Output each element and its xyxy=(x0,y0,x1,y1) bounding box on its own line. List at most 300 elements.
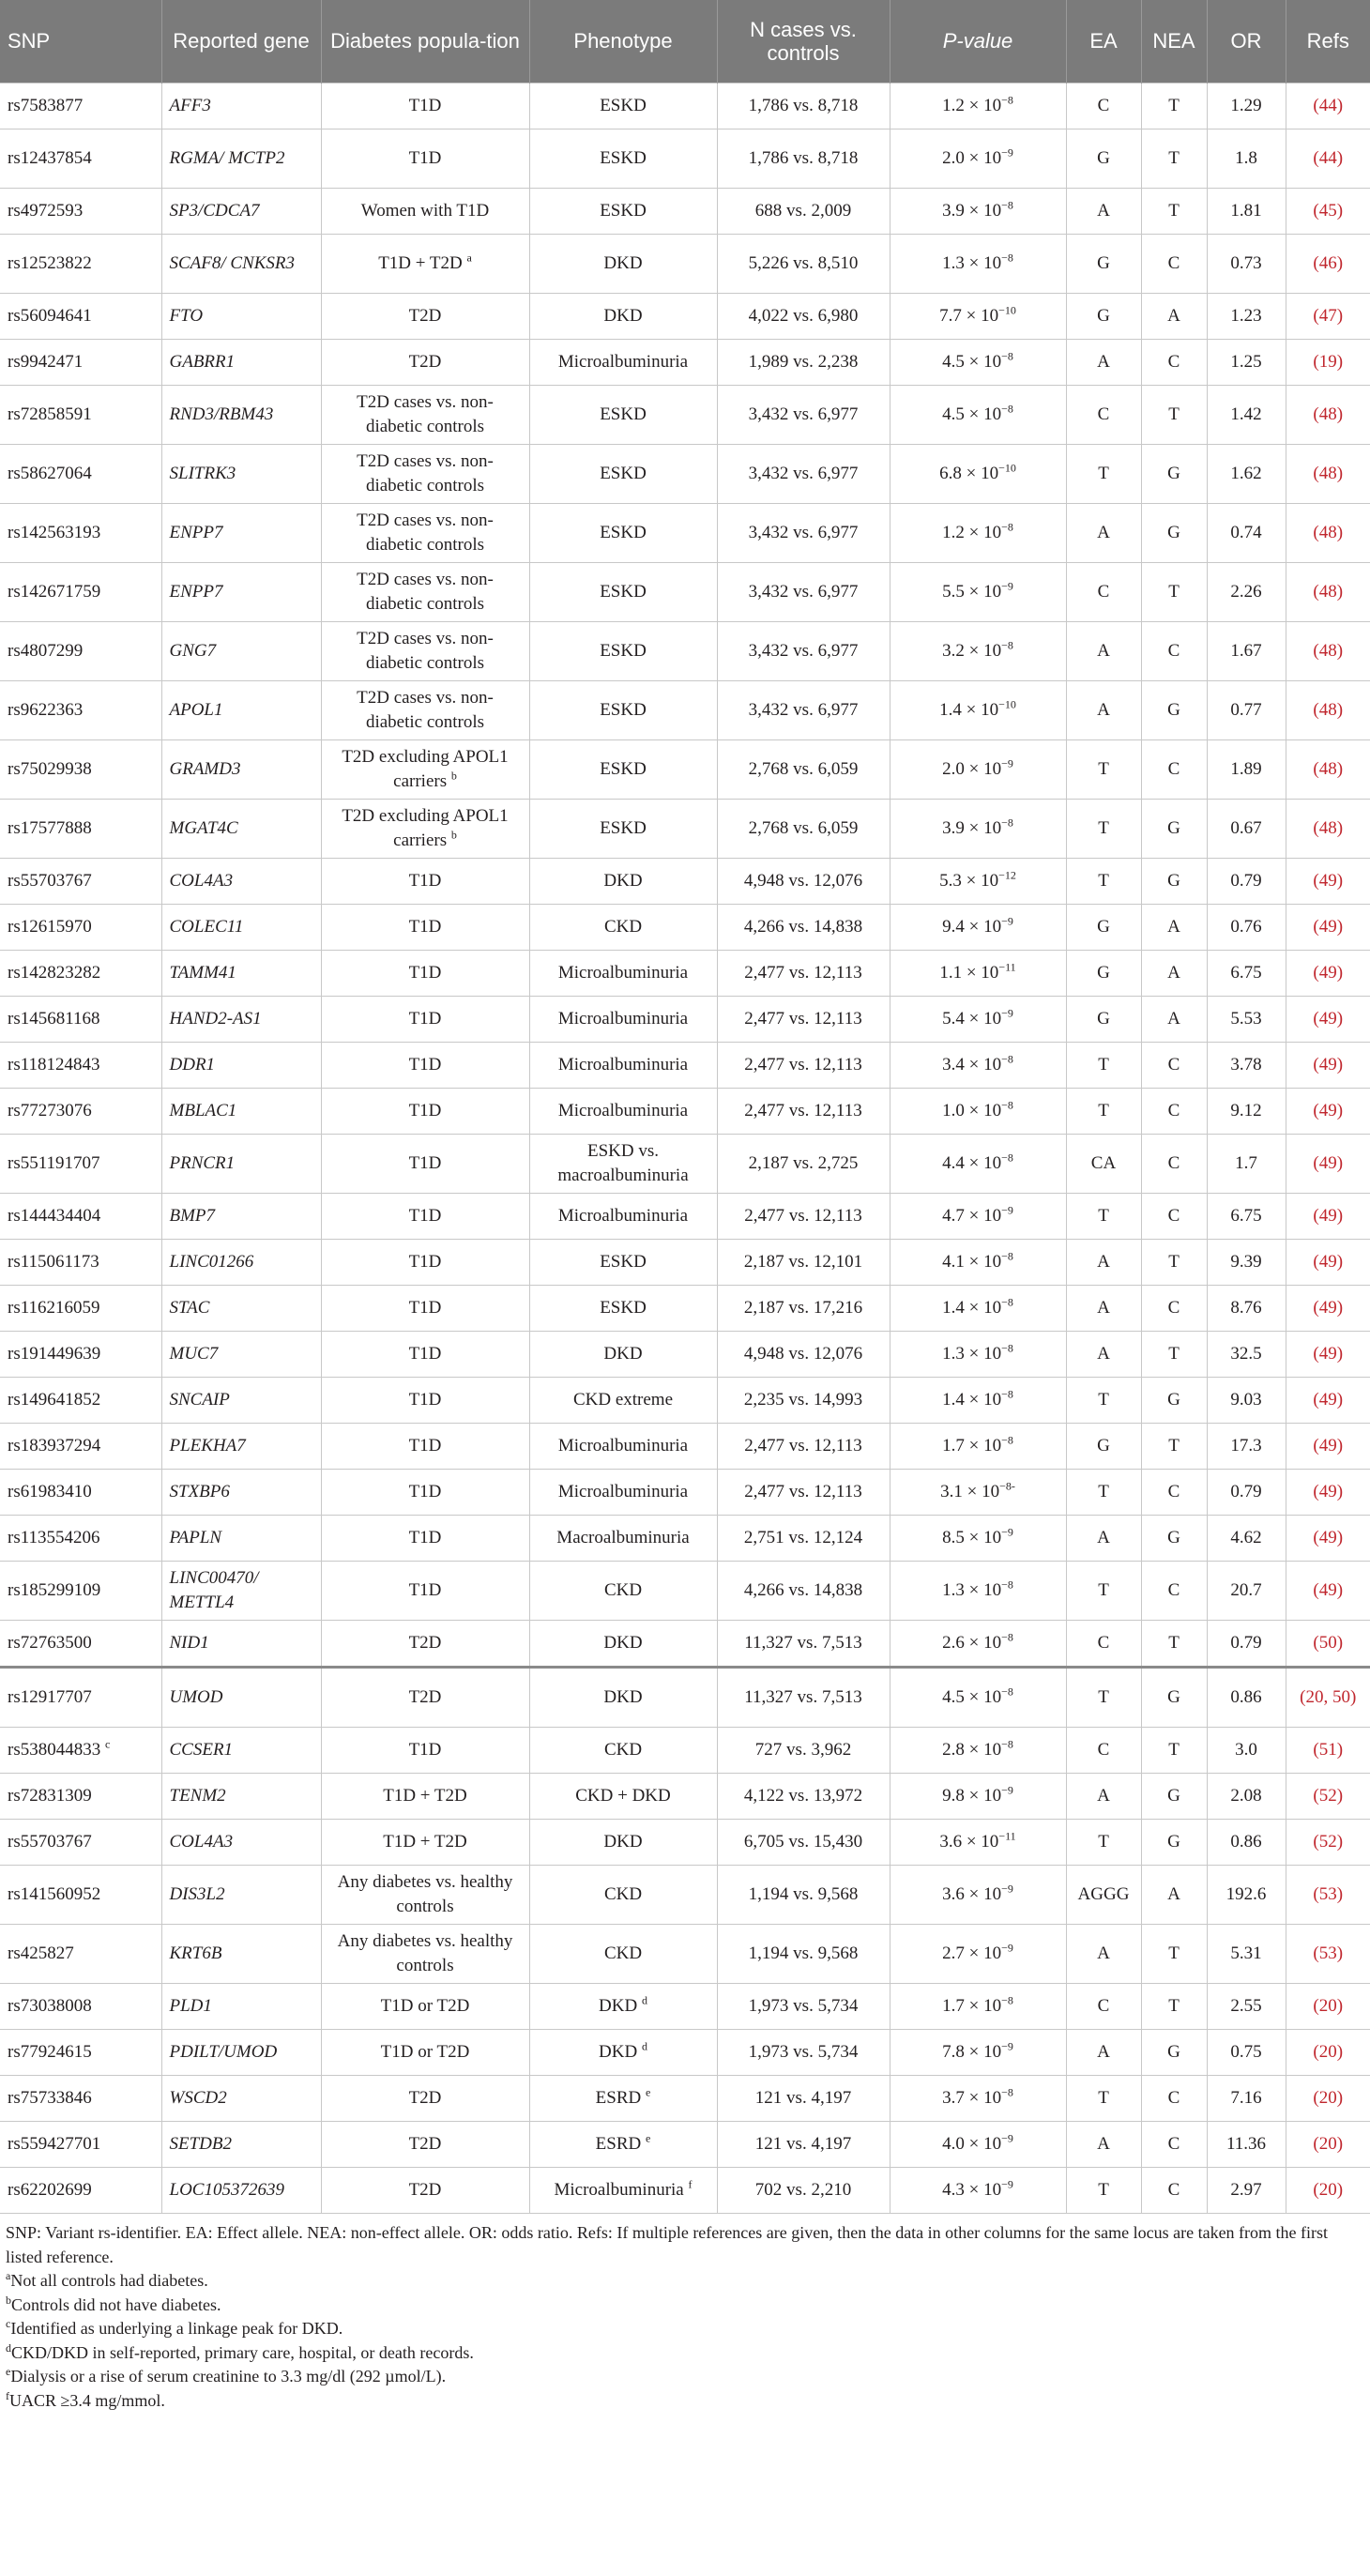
cell-nea-text: T xyxy=(1168,404,1180,425)
cell-pvalue: $3.2 \times 10^{-8}$ xyxy=(890,622,1066,681)
cell-snp-text: rs75733846 xyxy=(8,2088,92,2109)
cell-or xyxy=(1207,340,1286,386)
cell-snp xyxy=(0,740,161,800)
cell-phenotype-text: DKD xyxy=(599,2042,638,2063)
cell-nea-text: C xyxy=(1167,1153,1180,1174)
cell-n-text: 2,477 vs. 12,113 xyxy=(744,1482,862,1502)
footnote-mark: e xyxy=(6,2365,11,2379)
cell-or-text: 2.08 xyxy=(1230,1786,1262,1806)
cell-snp-text: rs4807299 xyxy=(8,641,84,662)
cell-nea xyxy=(1141,130,1207,189)
cell-pvalue: $3.6 \times 10^{-11}$ xyxy=(890,1820,1066,1866)
cell-nea xyxy=(1141,563,1207,622)
cell-gene xyxy=(161,445,321,504)
cell-ea-text: C xyxy=(1097,1740,1110,1761)
cell-population xyxy=(321,563,529,622)
cell-nea-text: G xyxy=(1167,818,1180,839)
cell-nea-text: C xyxy=(1167,352,1180,373)
cell-population-text: T2D xyxy=(408,352,442,373)
cell-ea xyxy=(1066,294,1141,340)
cell-snp xyxy=(0,386,161,445)
cell-population xyxy=(321,1774,529,1820)
cell-snp-text: rs58627064 xyxy=(8,464,92,484)
cell-snp-text: rs56094641 xyxy=(8,306,92,327)
cell-nea-text: A xyxy=(1167,963,1180,983)
cell-phenotype xyxy=(529,1774,717,1820)
cell-phenotype-text: Macroalbuminuria xyxy=(556,1528,690,1548)
cell-gene-text: RGMA/ MCTP2 xyxy=(169,148,285,169)
cell-phenotype xyxy=(529,504,717,563)
cell-phenotype xyxy=(529,1286,717,1332)
cell-nea-text: C xyxy=(1167,759,1180,780)
cell-population xyxy=(321,1984,529,2030)
cell-population-text: T1D xyxy=(408,963,442,983)
cell-refs-text: (44) xyxy=(1313,148,1344,169)
footnote xyxy=(6,2294,1364,2318)
cell-nea xyxy=(1141,294,1207,340)
cell-population-text: T2D cases vs. non-diabetic controls xyxy=(357,511,494,555)
cell-nea xyxy=(1141,1984,1207,2030)
cell-snp xyxy=(0,294,161,340)
cell-gene-text: PDILT/UMOD xyxy=(169,2042,278,2063)
cell-nea-text: G xyxy=(1167,871,1180,892)
cell-ea xyxy=(1066,1332,1141,1378)
cell-or xyxy=(1207,1728,1286,1774)
cell-or xyxy=(1207,563,1286,622)
cell-ea xyxy=(1066,1820,1141,1866)
cell-gene xyxy=(161,386,321,445)
cell-phenotype-text: Microalbuminuria xyxy=(557,1101,689,1121)
cell-refs-text: (48) xyxy=(1313,523,1344,543)
cell-population xyxy=(321,1728,529,1774)
cell-ea-text: T xyxy=(1098,464,1109,484)
pvalue-exponent: −9 xyxy=(1001,2131,1013,2145)
cell-refs-text: (20, 50) xyxy=(1300,1687,1357,1708)
cell-pvalue: $2.0 \times 10^{-9}$ xyxy=(890,130,1066,189)
cell-nea-text: G xyxy=(1167,1832,1180,1852)
pvalue-exponent: −8- xyxy=(999,1479,1015,1493)
cell-phenotype-text: ESKD xyxy=(600,404,647,425)
cell-refs xyxy=(1286,386,1370,445)
cell-phenotype-text: DKD xyxy=(603,871,643,892)
cell-snp xyxy=(0,681,161,740)
cell-population xyxy=(321,740,529,800)
cell-nea-text: C xyxy=(1167,1482,1180,1502)
pvalue-mantissa: 1.4 xyxy=(939,700,962,721)
cell-nea xyxy=(1141,235,1207,294)
cell-population xyxy=(321,2030,529,2076)
footnote xyxy=(6,2269,1364,2294)
pvalue-exponent: −8 xyxy=(1001,1295,1013,1309)
cell-pvalue: $4.4 \times 10^{-8}$ xyxy=(890,1135,1066,1194)
cell-phenotype xyxy=(529,445,717,504)
cell-gene xyxy=(161,951,321,997)
cell-refs xyxy=(1286,859,1370,905)
cell-refs xyxy=(1286,2076,1370,2122)
cell-or xyxy=(1207,681,1286,740)
cell-or-text: 3.0 xyxy=(1235,1740,1257,1761)
cell-snp xyxy=(0,563,161,622)
cell-population-text: T1D or T2D xyxy=(380,2042,470,2063)
cell-gene-text: DDR1 xyxy=(169,1055,216,1075)
cell-refs xyxy=(1286,1621,1370,1668)
cell-phenotype xyxy=(529,2030,717,2076)
table-row xyxy=(0,130,1370,189)
cell-snp xyxy=(0,2168,161,2214)
cell-ea xyxy=(1066,1378,1141,1424)
cell-ea-text: T xyxy=(1098,818,1109,839)
cell-nea xyxy=(1141,997,1207,1043)
cell-pvalue: $6.8 \times 10^{-10}$ xyxy=(890,445,1066,504)
cell-population-text: T1D xyxy=(408,1580,442,1601)
cell-ea xyxy=(1066,386,1141,445)
cell-refs-text: (53) xyxy=(1313,1943,1344,1964)
table-row xyxy=(0,504,1370,563)
table-row xyxy=(0,1135,1370,1194)
cell-population-text: T2D cases vs. non-diabetic controls xyxy=(357,392,494,436)
pvalue-exponent: −8 xyxy=(1001,1341,1013,1355)
cell-n xyxy=(717,1470,890,1516)
header-pvalue-text: P-value xyxy=(942,29,1013,53)
cell-n-text: 11,327 vs. 7,513 xyxy=(744,1633,862,1654)
cell-gene xyxy=(161,1240,321,1286)
cell-population xyxy=(321,2122,529,2168)
cell-refs-text: (49) xyxy=(1313,963,1344,983)
cell-n-text: 1,973 vs. 5,734 xyxy=(748,2042,859,2063)
cell-population-text: T2D excluding APOL1 carriers xyxy=(342,806,509,850)
cell-gene-text: COL4A3 xyxy=(169,871,234,892)
cell-nea-text: T xyxy=(1168,1943,1180,1964)
cell-snp-text: rs55703767 xyxy=(8,1832,92,1852)
table-row xyxy=(0,1621,1370,1668)
cell-or xyxy=(1207,189,1286,235)
cell-ea-text: T xyxy=(1098,1206,1109,1227)
cell-snp-text: rs12437854 xyxy=(8,148,92,169)
table-row xyxy=(0,84,1370,130)
cell-n-text: 2,235 vs. 14,993 xyxy=(743,1390,863,1410)
cell-phenotype-text: ESKD xyxy=(600,96,647,116)
pvalue-exponent: −8 xyxy=(1001,1630,1013,1644)
cell-n xyxy=(717,1286,890,1332)
header-snp: SNP xyxy=(0,0,161,84)
cell-n xyxy=(717,340,890,386)
cell-refs-text: (20) xyxy=(1313,2088,1344,2109)
table-row xyxy=(0,1194,1370,1240)
cell-or xyxy=(1207,997,1286,1043)
header-row xyxy=(0,0,1370,84)
cell-ea xyxy=(1066,740,1141,800)
cell-or-text: 1.23 xyxy=(1230,306,1262,327)
cell-refs-text: (49) xyxy=(1313,1580,1344,1601)
pvalue-exponent: −9 xyxy=(1001,579,1013,593)
cell-population xyxy=(321,504,529,563)
pvalue-mantissa: 3.2 xyxy=(942,641,965,662)
cell-phenotype xyxy=(529,189,717,235)
cell-gene-text: PLD1 xyxy=(169,1996,212,2017)
cell-gene xyxy=(161,1470,321,1516)
cell-gene-text: MBLAC1 xyxy=(169,1101,237,1121)
table-row xyxy=(0,2122,1370,2168)
pvalue-mantissa: 3.7 xyxy=(942,2088,965,2109)
cell-or-text: 7.16 xyxy=(1230,2088,1262,2109)
cell-snp-text: rs183937294 xyxy=(8,1436,101,1456)
cell-ea xyxy=(1066,235,1141,294)
cell-snp-text: rs73038008 xyxy=(8,1996,92,2017)
cell-or-text: 2.26 xyxy=(1230,582,1262,602)
cell-population xyxy=(321,1240,529,1286)
cell-nea xyxy=(1141,1378,1207,1424)
cell-or-text: 1.89 xyxy=(1230,759,1262,780)
cell-nea-text: A xyxy=(1167,1884,1180,1905)
cell-ea-text: AGGG xyxy=(1077,1884,1130,1905)
pvalue-exponent: −8 xyxy=(1001,1387,1013,1401)
cell-or-text: 0.86 xyxy=(1230,1832,1262,1852)
cell-pvalue: $7.8 \times 10^{-9}$ xyxy=(890,2030,1066,2076)
cell-ea-text: T xyxy=(1098,871,1109,892)
cell-snp xyxy=(0,1240,161,1286)
cell-population-text: T2D xyxy=(408,2180,442,2201)
cell-ea-text: A xyxy=(1097,1786,1110,1806)
table-row xyxy=(0,1332,1370,1378)
cell-or-text: 32.5 xyxy=(1230,1344,1262,1364)
cell-population-text: T2D cases vs. non-diabetic controls xyxy=(357,629,494,673)
cell-phenotype xyxy=(529,386,717,445)
cell-gene-text: STXBP6 xyxy=(169,1482,230,1502)
cell-n-text: 2,187 vs. 2,725 xyxy=(748,1153,859,1174)
cell-phenotype xyxy=(529,1043,717,1089)
cell-population xyxy=(321,1089,529,1135)
table-row xyxy=(0,905,1370,951)
cell-snp-text: rs425827 xyxy=(8,1943,74,1964)
cell-gene-text: AFF3 xyxy=(169,96,211,116)
cell-phenotype-text: DKD xyxy=(603,1832,643,1852)
pvalue-exponent: −8 xyxy=(1001,1249,1013,1263)
cell-snp-text: rs61983410 xyxy=(8,1482,92,1502)
cell-n xyxy=(717,2076,890,2122)
cell-or-text: 0.76 xyxy=(1230,917,1262,937)
pvalue-exponent: −9 xyxy=(1001,914,1013,928)
cell-pvalue: $3.7 \times 10^{-8}$ xyxy=(890,2076,1066,2122)
cell-snp-text: rs538044833 xyxy=(8,1740,101,1761)
cell-ea-text: T xyxy=(1098,2088,1109,2109)
table-row xyxy=(0,997,1370,1043)
cell-population xyxy=(321,84,529,130)
table-row xyxy=(0,2030,1370,2076)
cell-snp xyxy=(0,340,161,386)
cell-pvalue: $1.3 \times 10^{-8}$ xyxy=(890,1562,1066,1621)
cell-snp-text: rs141560952 xyxy=(8,1884,101,1905)
cell-n xyxy=(717,235,890,294)
cell-nea xyxy=(1141,2076,1207,2122)
cell-n-text: 2,751 vs. 12,124 xyxy=(743,1528,863,1548)
cell-phenotype xyxy=(529,1728,717,1774)
cell-or xyxy=(1207,445,1286,504)
cell-snp xyxy=(0,1135,161,1194)
cell-snp xyxy=(0,445,161,504)
cell-ea-text: G xyxy=(1097,306,1110,327)
cell-pvalue: $3.9 \times 10^{-8}$ xyxy=(890,800,1066,859)
cell-ea xyxy=(1066,445,1141,504)
cell-ea-text: A xyxy=(1097,1252,1110,1273)
cell-phenotype-text: Microalbuminuria xyxy=(557,1055,689,1075)
table-row xyxy=(0,1774,1370,1820)
pvalue-exponent: −8 xyxy=(1001,1737,1013,1751)
table-row xyxy=(0,800,1370,859)
cell-pvalue: $1.4 \times 10^{-8}$ xyxy=(890,1378,1066,1424)
cell-refs-text: (49) xyxy=(1313,917,1344,937)
cell-n xyxy=(717,1820,890,1866)
cell-n xyxy=(717,504,890,563)
cell-gene xyxy=(161,2030,321,2076)
cell-pvalue: $4.5 \times 10^{-8}$ xyxy=(890,340,1066,386)
cell-gene xyxy=(161,740,321,800)
cell-gene-text: HAND2-AS1 xyxy=(169,1009,262,1029)
cell-n xyxy=(717,1135,890,1194)
cell-population-text: Any diabetes vs. healthy controls xyxy=(337,1931,513,1975)
cell-phenotype-text: ESKD xyxy=(600,201,647,221)
cell-ea xyxy=(1066,1286,1141,1332)
pvalue-exponent: −10 xyxy=(998,697,1016,711)
cell-phenotype xyxy=(529,681,717,740)
pvalue-mantissa: 1.4 xyxy=(942,1390,965,1410)
cell-or-text: 0.73 xyxy=(1230,253,1262,274)
cell-refs-text: (50) xyxy=(1313,1633,1344,1654)
cell-ea-text: G xyxy=(1097,963,1110,983)
cell-or-text: 3.78 xyxy=(1230,1055,1262,1075)
pvalue-exponent: −10 xyxy=(998,461,1016,475)
cell-pvalue: $7.7 \times 10^{-10}$ xyxy=(890,294,1066,340)
cell-refs xyxy=(1286,445,1370,504)
cell-ea xyxy=(1066,1516,1141,1562)
cell-nea-text: C xyxy=(1167,2088,1180,2109)
cell-gene-text: KRT6B xyxy=(169,1943,222,1964)
cell-nea-text: G xyxy=(1167,1528,1180,1548)
cell-refs-text: (20) xyxy=(1313,1996,1344,2017)
cell-or xyxy=(1207,951,1286,997)
cell-population xyxy=(321,235,529,294)
cell-refs xyxy=(1286,1820,1370,1866)
pvalue-exponent: −9 xyxy=(1001,145,1013,160)
cell-snp-text: rs551191707 xyxy=(8,1153,100,1174)
cell-ea xyxy=(1066,622,1141,681)
cell-ea xyxy=(1066,1984,1141,2030)
header-phenotype: Phenotype xyxy=(529,0,717,84)
cell-phenotype-text: DKD xyxy=(603,1687,643,1708)
cell-phenotype-text: CKD + DKD xyxy=(575,1786,671,1806)
cell-population-text: T1D or T2D xyxy=(380,1996,470,2017)
cell-gene-text: COLEC11 xyxy=(169,917,244,937)
cell-pvalue: $3.6 \times 10^{-9}$ xyxy=(890,1866,1066,1925)
cell-gene xyxy=(161,1424,321,1470)
cell-ea-text: C xyxy=(1097,1996,1110,2017)
cell-ea xyxy=(1066,504,1141,563)
cell-population xyxy=(321,1043,529,1089)
cell-ea xyxy=(1066,1240,1141,1286)
cell-or xyxy=(1207,859,1286,905)
cell-or-text: 20.7 xyxy=(1230,1580,1262,1601)
cell-nea-text: C xyxy=(1167,253,1180,274)
table-row xyxy=(0,1728,1370,1774)
cell-n-text: 121 vs. 4,197 xyxy=(754,2088,852,2109)
cell-phenotype xyxy=(529,800,717,859)
cell-or-text: 2.55 xyxy=(1230,1996,1262,2017)
cell-phenotype-footnote-mark: f xyxy=(688,2177,693,2191)
pvalue-exponent: −9 xyxy=(1001,756,1013,770)
pvalue-exponent: −9 xyxy=(1001,1525,1013,1539)
cell-nea xyxy=(1141,1194,1207,1240)
cell-pvalue: $5.5 \times 10^{-9}$ xyxy=(890,563,1066,622)
cell-gene xyxy=(161,997,321,1043)
cell-n xyxy=(717,859,890,905)
cell-gene xyxy=(161,1820,321,1866)
cell-ea xyxy=(1066,1194,1141,1240)
cell-population-text: T1D xyxy=(408,96,442,116)
pvalue-mantissa: 4.0 xyxy=(942,2134,965,2155)
cell-phenotype-text: Microalbuminuria xyxy=(557,1009,689,1029)
header-population: Diabetes popula-tion xyxy=(321,0,529,84)
cell-n-text: 1,973 vs. 5,734 xyxy=(748,1996,859,2017)
cell-refs xyxy=(1286,84,1370,130)
cell-or-text: 1.62 xyxy=(1230,464,1262,484)
pvalue-mantissa: 2.8 xyxy=(942,1740,965,1761)
cell-phenotype xyxy=(529,2168,717,2214)
cell-n-text: 5,226 vs. 8,510 xyxy=(748,253,859,274)
cell-phenotype xyxy=(529,84,717,130)
table-row xyxy=(0,1378,1370,1424)
cell-pvalue: $1.3 \times 10^{-8}$ xyxy=(890,235,1066,294)
cell-population-text: T2D excluding APOL1 carriers xyxy=(342,747,509,791)
cell-nea-text: A xyxy=(1167,306,1180,327)
cell-snp xyxy=(0,84,161,130)
cell-or-text: 0.79 xyxy=(1230,1482,1262,1502)
cell-snp-text: rs142823282 xyxy=(8,963,101,983)
cell-snp xyxy=(0,235,161,294)
header-or: OR xyxy=(1207,0,1286,84)
cell-gene-text: GRAMD3 xyxy=(169,759,241,780)
cell-or-text: 9.39 xyxy=(1230,1252,1262,1273)
cell-pvalue: $9.8 \times 10^{-9}$ xyxy=(890,1774,1066,1820)
cell-gene xyxy=(161,84,321,130)
cell-or-text: 192.6 xyxy=(1225,1884,1267,1905)
table-row xyxy=(0,1089,1370,1135)
cell-ea-text: A xyxy=(1097,641,1110,662)
pvalue-mantissa: 3.9 xyxy=(942,201,965,221)
cell-snp-text: rs12523822 xyxy=(8,253,92,274)
pvalue-exponent: −8 xyxy=(1001,1684,1013,1699)
pvalue-exponent: −8 xyxy=(1001,520,1013,534)
cell-gene-text: SETDB2 xyxy=(169,2134,232,2155)
cell-population-text: T1D xyxy=(408,1055,442,1075)
cell-or xyxy=(1207,1562,1286,1621)
cell-phenotype-text: Microalbuminuria xyxy=(557,352,689,373)
cell-n-text: 2,187 vs. 12,101 xyxy=(743,1252,863,1273)
pvalue-mantissa: 1.3 xyxy=(942,1580,965,1601)
cell-n xyxy=(717,2030,890,2076)
pvalue-mantissa: 3.4 xyxy=(942,1055,965,1075)
cell-n-text: 2,477 vs. 12,113 xyxy=(744,1055,862,1075)
cell-snp xyxy=(0,951,161,997)
cell-or xyxy=(1207,1866,1286,1925)
cell-ea-text: G xyxy=(1097,1436,1110,1456)
cell-ea xyxy=(1066,800,1141,859)
cell-n xyxy=(717,1562,890,1621)
cell-snp-text: rs144434404 xyxy=(8,1206,101,1227)
cell-refs xyxy=(1286,504,1370,563)
cell-refs xyxy=(1286,130,1370,189)
cell-refs xyxy=(1286,1866,1370,1925)
cell-snp xyxy=(0,1925,161,1984)
cell-or-text: 6.75 xyxy=(1230,1206,1262,1227)
